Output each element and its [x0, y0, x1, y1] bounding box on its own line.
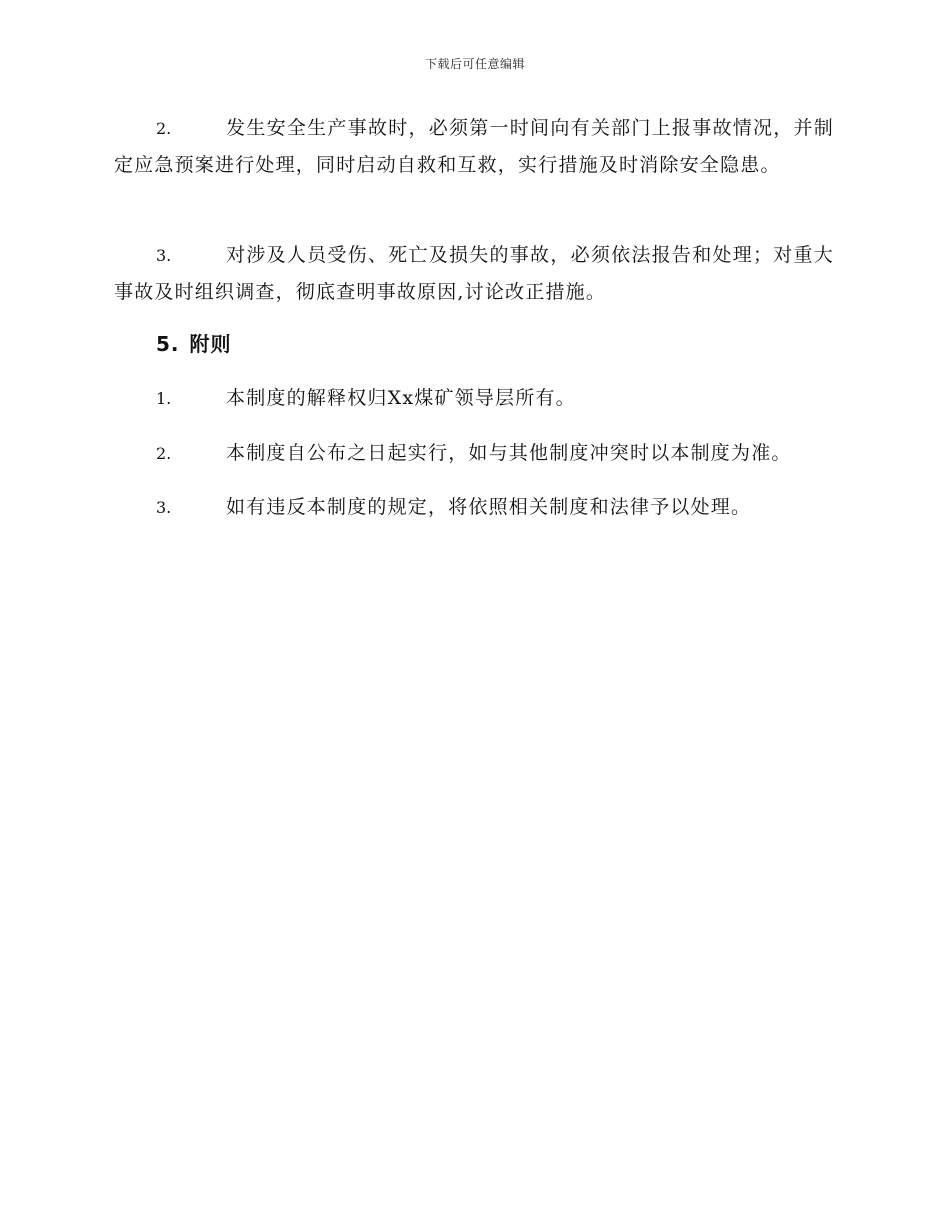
section-heading	[156, 328, 232, 357]
paragraph-number: 3.	[156, 246, 172, 265]
list-item-text: 如有违反本制度的规定，将依照相关制度和法律予以处理。	[226, 496, 752, 518]
paragraph-item-3	[114, 237, 834, 311]
page-header-note: 下载后可任意编辑	[424, 57, 525, 71]
list-item-number: 3.	[156, 498, 172, 517]
paragraph-number: 2.	[156, 119, 172, 138]
list-item-text: 本制度的解释权归Xx煤矿领导层所有。	[226, 387, 576, 409]
section-number: 5.	[156, 332, 180, 356]
list-item	[114, 489, 834, 526]
list-item-number: 2.	[156, 444, 172, 463]
section-title: 附则	[189, 332, 232, 356]
list-item	[114, 380, 834, 417]
list-item-text: 本制度自公布之日起实行，如与其他制度冲突时以本制度为准。	[226, 442, 792, 464]
paragraph-item-2	[114, 110, 834, 184]
list-item	[114, 435, 834, 472]
paragraph-text: 发生安全生产事故时，必须第一时间向有关部门上报事故情况，并制定应急预案进行处理，同时启动自救和互救，实行措施及时消除安全隐患。	[114, 117, 834, 176]
list-item-number: 1.	[156, 389, 172, 408]
paragraph-text: 对涉及人员受伤、死亡及损失的事故，必须依法报告和处理；对重大事故及时组织调查，彻底查明事故原因,讨论改正措施。	[114, 244, 834, 303]
